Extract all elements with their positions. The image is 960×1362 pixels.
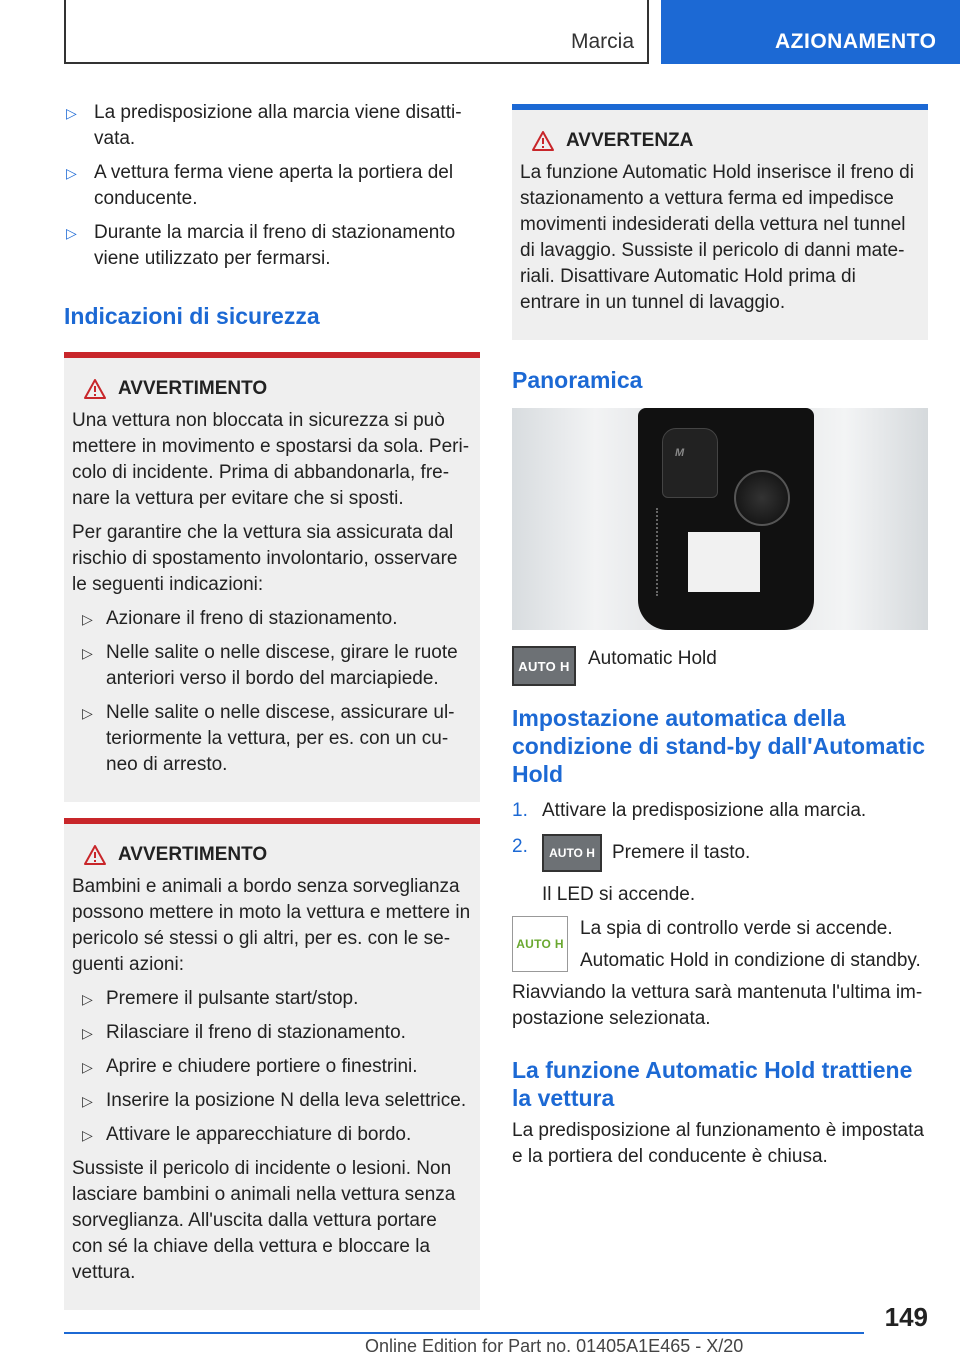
list-item: ▷ Durante la marcia il freno di stazionamento viene utilizzato per fermarsi. xyxy=(64,220,480,272)
step-item: 1. Attivare la predisposizione alla marcia. xyxy=(512,800,867,821)
autoh-legend xyxy=(512,646,928,686)
autoh-caption: Automatic Hold xyxy=(588,648,717,669)
list-item: ▷ Azionare il freno di stazionamento. xyxy=(72,606,472,632)
footer-divider xyxy=(64,1332,864,1334)
hold-heading: La funzione Automatic Hold trattiene la vettura xyxy=(512,1057,913,1111)
controller-knob xyxy=(734,470,790,526)
indicator-row xyxy=(512,916,928,974)
notice-title: AVVERTENZA xyxy=(520,128,920,154)
warning-title: AVVERTIMENTO xyxy=(72,842,472,868)
step-item: 2. AUTO H Premere il tasto. xyxy=(512,834,928,872)
warning-list xyxy=(72,606,472,778)
condition-list xyxy=(64,100,480,272)
green-indicator-icon: AUTO H xyxy=(512,916,568,972)
list-item: ▷ Premere il pulsante start/stop. xyxy=(72,986,472,1012)
warning-list xyxy=(72,986,472,1148)
list-item: ▷ Nelle salite o nelle discese, assicurare ulteriormente la vettura, per es. con un cuneo di arresto. xyxy=(72,700,472,778)
safety-heading: Indicazioni di sicurezza xyxy=(64,303,320,329)
warning-text: Sussiste il pericolo di incidente o lesioni. Non lasciare bambini o animali nella vettura senza sorveglianza. All'uscita dalla vettura portare con sé la chiave della vettura e bloccare la vettura. xyxy=(72,1158,456,1283)
list-item: ▷ Aprire e chiudere portiere o finestrini. xyxy=(72,1054,472,1080)
warning-triangle-icon xyxy=(72,376,118,402)
console-panel xyxy=(638,408,814,630)
list-item: ▷ La predisposizione alla marcia viene disattivata. xyxy=(64,100,480,152)
warning-box xyxy=(64,352,480,802)
warning-box xyxy=(64,818,480,1310)
chapter-tab[interactable]: AZIONAMENTO xyxy=(661,0,960,64)
warning-text: Una vettura non bloccata in sicurezza si può mettere in movimento e spostarsi da sola. Pericolo di incidente. Prima di abbandonarla, frenare la vettura per evitare che si sposti. xyxy=(72,410,470,509)
restart-text: Riavviando la vettura sarà mantenuta l'ultima impostazione selezionata. xyxy=(512,982,923,1029)
overview-heading: Panoramica xyxy=(512,367,643,393)
right-column xyxy=(512,104,928,1170)
warning-triangle-icon xyxy=(72,842,118,868)
console-buttons xyxy=(656,508,678,596)
warning-title: AVVERTIMENTO xyxy=(72,376,472,402)
section-title: Marcia xyxy=(570,30,634,53)
hold-text: La predisposizione al funzionamento è impostata e la portiera del conducente è chiusa. xyxy=(512,1120,924,1167)
list-item: ▷ Inserire la posizione N della leva selettrice. xyxy=(72,1088,472,1114)
notice-text: La funzione Automatic Hold inserisce il freno di stazionamento a vettura ferma ed impedisce movimenti indesiderati della vettura nel tunnel di lavaggio. Sussiste il pericolo di danni materiali. Disattivare Automatic Hold prima di entrare in un tunnel di lavaggio. xyxy=(520,162,914,313)
warning-triangle-icon xyxy=(520,128,566,154)
notice-box xyxy=(512,104,928,340)
auto-h-button-icon: AUTO H xyxy=(542,834,602,872)
center-console-photo xyxy=(512,408,928,630)
list-item: ▷ Nelle salite o nelle discese, girare le ruote anteriori verso il bordo del marciapiede. xyxy=(72,640,472,692)
warning-text: Per garantire che la vettura sia assicurata dal rischio di spostamento involontario, osservare le seguenti indicazioni: xyxy=(72,522,458,595)
warning-text: Bambini e animali a bordo senza sorveglianza possono mettere in moto la vettura e mettere in pericolo sé stessi o gli altri, per es. con le seguenti azioni: xyxy=(72,876,471,975)
auto-h-button-icon: AUTO H xyxy=(512,646,576,686)
list-item: ▷ A vettura ferma viene aperta la portiera del conducente. xyxy=(64,160,480,212)
list-item: ▷ Rilasciare il freno di stazionamento. xyxy=(72,1020,472,1046)
steps-list xyxy=(512,798,928,872)
left-column xyxy=(64,100,480,1310)
list-item: ▷ Attivare le apparecchiature di bordo. xyxy=(72,1122,472,1148)
led-text: Il LED si accende. xyxy=(542,884,696,905)
standby-heading: Impostazione automatica della condizione di stand-by dall'Automatic Hold xyxy=(512,705,926,787)
page-number: 149 xyxy=(884,1302,928,1332)
indicator-text: La spia di controllo verde si accende. xyxy=(580,918,893,939)
indicator-text: Automatic Hold in condizione di standby. xyxy=(580,950,921,971)
gear-selector: M xyxy=(662,428,718,498)
header-frame xyxy=(64,0,649,64)
edition-note: Online Edition for Part no. 01405A1E465 - X/20 xyxy=(365,1336,744,1356)
console-tray xyxy=(688,532,760,592)
